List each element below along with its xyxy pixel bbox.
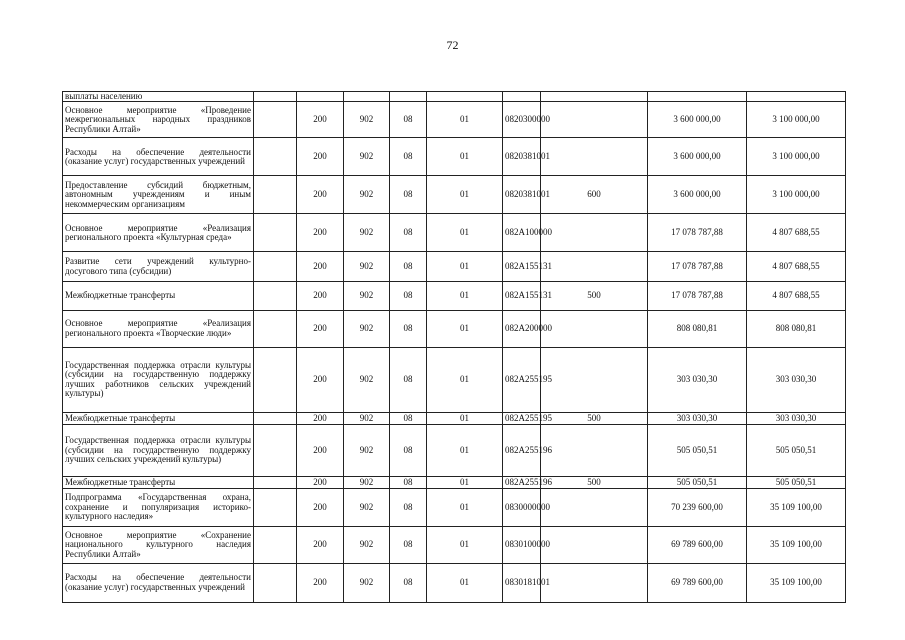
expense-name-cell: Межбюджетные трансферты — [63, 281, 254, 310]
table-row — [63, 281, 846, 310]
expense-type-code-cell — [541, 563, 648, 602]
target-article-code-cell: 082A155131 — [503, 281, 541, 310]
amount-total-cell: 69 789 600,00 — [648, 526, 747, 563]
table-row — [63, 424, 846, 476]
target-article-code-cell: 0830100000 — [503, 526, 541, 563]
subsection-code-cell: 01 — [427, 176, 503, 214]
ministry-code-cell: 902 — [344, 526, 390, 563]
table-row — [63, 563, 846, 602]
blank-cell — [254, 176, 297, 214]
expense-name-cell: Подпрограмма «Государственная охрана, сохранение и популяризация историко-культурного наследия» — [63, 488, 254, 526]
amount-total-cell: 808 080,81 — [648, 310, 747, 347]
status-code-cell: 200 — [297, 252, 344, 281]
ministry-code-cell: 902 — [344, 252, 390, 281]
amount-federal-cell: 4 807 688,55 — [747, 214, 846, 252]
section-code-cell: 08 — [390, 102, 427, 138]
expense-name-cell: Основное мероприятие «Проведение межрегиональных народных праздников Республики Алтай» — [63, 102, 254, 138]
budget-table — [62, 91, 846, 603]
expense-name-cell: Государственная поддержка отрасли культуры (субсидии на государственную поддержку лучших работников сельских учреждений культуры) — [63, 347, 254, 412]
target-article-code-cell: 0820300000 — [503, 102, 541, 138]
expense-name-cell: Межбюджетные трансферты — [63, 412, 254, 424]
subsection-code-cell: 01 — [427, 412, 503, 424]
subsection-code-cell: 01 — [427, 252, 503, 281]
subsection-code-cell — [427, 92, 503, 102]
section-code-cell: 08 — [390, 476, 427, 488]
blank-cell — [254, 102, 297, 138]
status-code-cell: 200 — [297, 563, 344, 602]
table-row — [63, 214, 846, 252]
table-row — [63, 252, 846, 281]
table-row — [63, 347, 846, 412]
target-article-code-cell: 0830000000 — [503, 488, 541, 526]
section-code-cell: 08 — [390, 563, 427, 602]
blank-cell — [254, 252, 297, 281]
amount-total-cell: 505 050,51 — [648, 424, 747, 476]
expense-type-code-cell: 500 — [541, 476, 648, 488]
ministry-code-cell: 902 — [344, 138, 390, 176]
expense-name-cell: Государственная поддержка отрасли культуры (субсидии на государственную поддержку лучших сельских учреждений культуры) — [63, 424, 254, 476]
subsection-code-cell: 01 — [427, 476, 503, 488]
amount-total-cell: 3 600 000,00 — [648, 138, 747, 176]
blank-cell — [254, 526, 297, 563]
subsection-code-cell: 01 — [427, 281, 503, 310]
amount-federal-cell: 3 100 000,00 — [747, 176, 846, 214]
ministry-code-cell: 902 — [344, 476, 390, 488]
subsection-code-cell: 01 — [427, 563, 503, 602]
ministry-code-cell: 902 — [344, 214, 390, 252]
target-article-code-cell: 082A255196 — [503, 476, 541, 488]
table-row — [63, 412, 846, 424]
expense-type-code-cell — [541, 138, 648, 176]
amount-total-cell — [648, 92, 747, 102]
subsection-code-cell: 01 — [427, 488, 503, 526]
expense-name-cell: выплаты населению — [63, 92, 254, 102]
blank-cell — [254, 563, 297, 602]
expense-name-cell: Развитие сети учреждений культурно-досугового типа (субсидии) — [63, 252, 254, 281]
expense-type-code-cell: 500 — [541, 281, 648, 310]
expense-type-code-cell — [541, 92, 648, 102]
amount-total-cell: 505 050,51 — [648, 476, 747, 488]
section-code-cell: 08 — [390, 281, 427, 310]
ministry-code-cell: 902 — [344, 488, 390, 526]
blank-cell — [254, 310, 297, 347]
blank-cell — [254, 92, 297, 102]
amount-federal-cell: 35 109 100,00 — [747, 526, 846, 563]
expense-name-cell: Межбюджетные трансферты — [63, 476, 254, 488]
section-code-cell: 08 — [390, 424, 427, 476]
amount-total-cell: 3 600 000,00 — [648, 102, 747, 138]
status-code-cell: 200 — [297, 176, 344, 214]
page-number: 72 — [446, 38, 459, 52]
expense-name-cell: Предоставление субсидий бюджетным, автономным учреждениям и иным некоммерческим организациям — [63, 176, 254, 214]
expense-name-cell: Основное мероприятие «Сохранение национального культурного наследия Республики Алтай» — [63, 526, 254, 563]
status-code-cell: 200 — [297, 102, 344, 138]
ministry-code-cell: 902 — [344, 412, 390, 424]
expense-type-code-cell — [541, 102, 648, 138]
blank-cell — [254, 476, 297, 488]
amount-federal-cell: 505 050,51 — [747, 424, 846, 476]
expense-name-cell: Расходы на обеспечение деятельности (оказание услуг) государственных учреждений — [63, 563, 254, 602]
target-article-code-cell: 082A255196 — [503, 424, 541, 476]
blank-cell — [254, 412, 297, 424]
expense-type-code-cell — [541, 252, 648, 281]
amount-total-cell: 17 078 787,88 — [648, 281, 747, 310]
subsection-code-cell: 01 — [427, 214, 503, 252]
blank-cell — [254, 488, 297, 526]
status-code-cell: 200 — [297, 526, 344, 563]
blank-cell — [254, 281, 297, 310]
ministry-code-cell — [344, 92, 390, 102]
ministry-code-cell: 902 — [344, 563, 390, 602]
amount-federal-cell: 3 100 000,00 — [747, 138, 846, 176]
blank-cell — [254, 214, 297, 252]
expense-type-code-cell — [541, 214, 648, 252]
amount-federal-cell: 4 807 688,55 — [747, 281, 846, 310]
table-row — [63, 310, 846, 347]
amount-total-cell: 70 239 600,00 — [648, 488, 747, 526]
status-code-cell — [297, 92, 344, 102]
table-row — [63, 476, 846, 488]
target-article-code-cell: 082A155131 — [503, 252, 541, 281]
expense-type-code-cell — [541, 347, 648, 412]
amount-total-cell: 69 789 600,00 — [648, 563, 747, 602]
amount-total-cell: 3 600 000,00 — [648, 176, 747, 214]
amount-federal-cell: 3 100 000,00 — [747, 102, 846, 138]
section-code-cell: 08 — [390, 526, 427, 563]
target-article-code-cell: 0820381001 — [503, 138, 541, 176]
target-article-code-cell: 082A255195 — [503, 347, 541, 412]
status-code-cell: 200 — [297, 412, 344, 424]
amount-total-cell: 303 030,30 — [648, 412, 747, 424]
status-code-cell: 200 — [297, 310, 344, 347]
target-article-code-cell: 0830181001 — [503, 563, 541, 602]
amount-federal-cell: 35 109 100,00 — [747, 488, 846, 526]
amount-federal-cell: 808 080,81 — [747, 310, 846, 347]
expense-name-cell: Основное мероприятие «Реализация регионального проекта «Культурная среда» — [63, 214, 254, 252]
section-code-cell — [390, 92, 427, 102]
subsection-code-cell: 01 — [427, 102, 503, 138]
amount-federal-cell: 505 050,51 — [747, 476, 846, 488]
subsection-code-cell: 01 — [427, 138, 503, 176]
section-code-cell: 08 — [390, 412, 427, 424]
expense-type-code-cell — [541, 310, 648, 347]
subsection-code-cell: 01 — [427, 526, 503, 563]
expense-type-code-cell — [541, 488, 648, 526]
table-row — [63, 92, 846, 102]
status-code-cell: 200 — [297, 424, 344, 476]
section-code-cell: 08 — [390, 176, 427, 214]
ministry-code-cell: 902 — [344, 310, 390, 347]
target-article-code-cell: 082A100000 — [503, 214, 541, 252]
amount-total-cell: 17 078 787,88 — [648, 214, 747, 252]
blank-cell — [254, 424, 297, 476]
table-row — [63, 526, 846, 563]
amount-federal-cell: 303 030,30 — [747, 347, 846, 412]
table-body — [63, 92, 846, 603]
section-code-cell: 08 — [390, 310, 427, 347]
ministry-code-cell: 902 — [344, 102, 390, 138]
amount-total-cell: 17 078 787,88 — [648, 252, 747, 281]
blank-cell — [254, 138, 297, 176]
amount-federal-cell — [747, 92, 846, 102]
section-code-cell: 08 — [390, 138, 427, 176]
expense-type-code-cell: 600 — [541, 176, 648, 214]
ministry-code-cell: 902 — [344, 347, 390, 412]
expense-name-cell: Расходы на обеспечение деятельности (оказание услуг) государственных учреждений — [63, 138, 254, 176]
amount-total-cell: 303 030,30 — [648, 347, 747, 412]
status-code-cell: 200 — [297, 488, 344, 526]
status-code-cell: 200 — [297, 138, 344, 176]
ministry-code-cell: 902 — [344, 424, 390, 476]
status-code-cell: 200 — [297, 281, 344, 310]
table-row — [63, 176, 846, 214]
status-code-cell: 200 — [297, 476, 344, 488]
target-article-code-cell: 082A200000 — [503, 310, 541, 347]
status-code-cell: 200 — [297, 347, 344, 412]
section-code-cell: 08 — [390, 252, 427, 281]
expense-type-code-cell — [541, 526, 648, 563]
table-row — [63, 138, 846, 176]
subsection-code-cell: 01 — [427, 424, 503, 476]
target-article-code-cell: 082A255195 — [503, 412, 541, 424]
target-article-code-cell — [503, 92, 541, 102]
expense-type-code-cell — [541, 424, 648, 476]
amount-federal-cell: 4 807 688,55 — [747, 252, 846, 281]
amount-federal-cell: 35 109 100,00 — [747, 563, 846, 602]
blank-cell — [254, 347, 297, 412]
ministry-code-cell: 902 — [344, 176, 390, 214]
subsection-code-cell: 01 — [427, 310, 503, 347]
table-row — [63, 488, 846, 526]
section-code-cell: 08 — [390, 347, 427, 412]
expense-type-code-cell: 500 — [541, 412, 648, 424]
section-code-cell: 08 — [390, 214, 427, 252]
subsection-code-cell: 01 — [427, 347, 503, 412]
target-article-code-cell: 0820381001 — [503, 176, 541, 214]
ministry-code-cell: 902 — [344, 281, 390, 310]
expense-name-cell: Основное мероприятие «Реализация регионального проекта «Творческие люди» — [63, 310, 254, 347]
table-row — [63, 102, 846, 138]
amount-federal-cell: 303 030,30 — [747, 412, 846, 424]
status-code-cell: 200 — [297, 214, 344, 252]
section-code-cell: 08 — [390, 488, 427, 526]
